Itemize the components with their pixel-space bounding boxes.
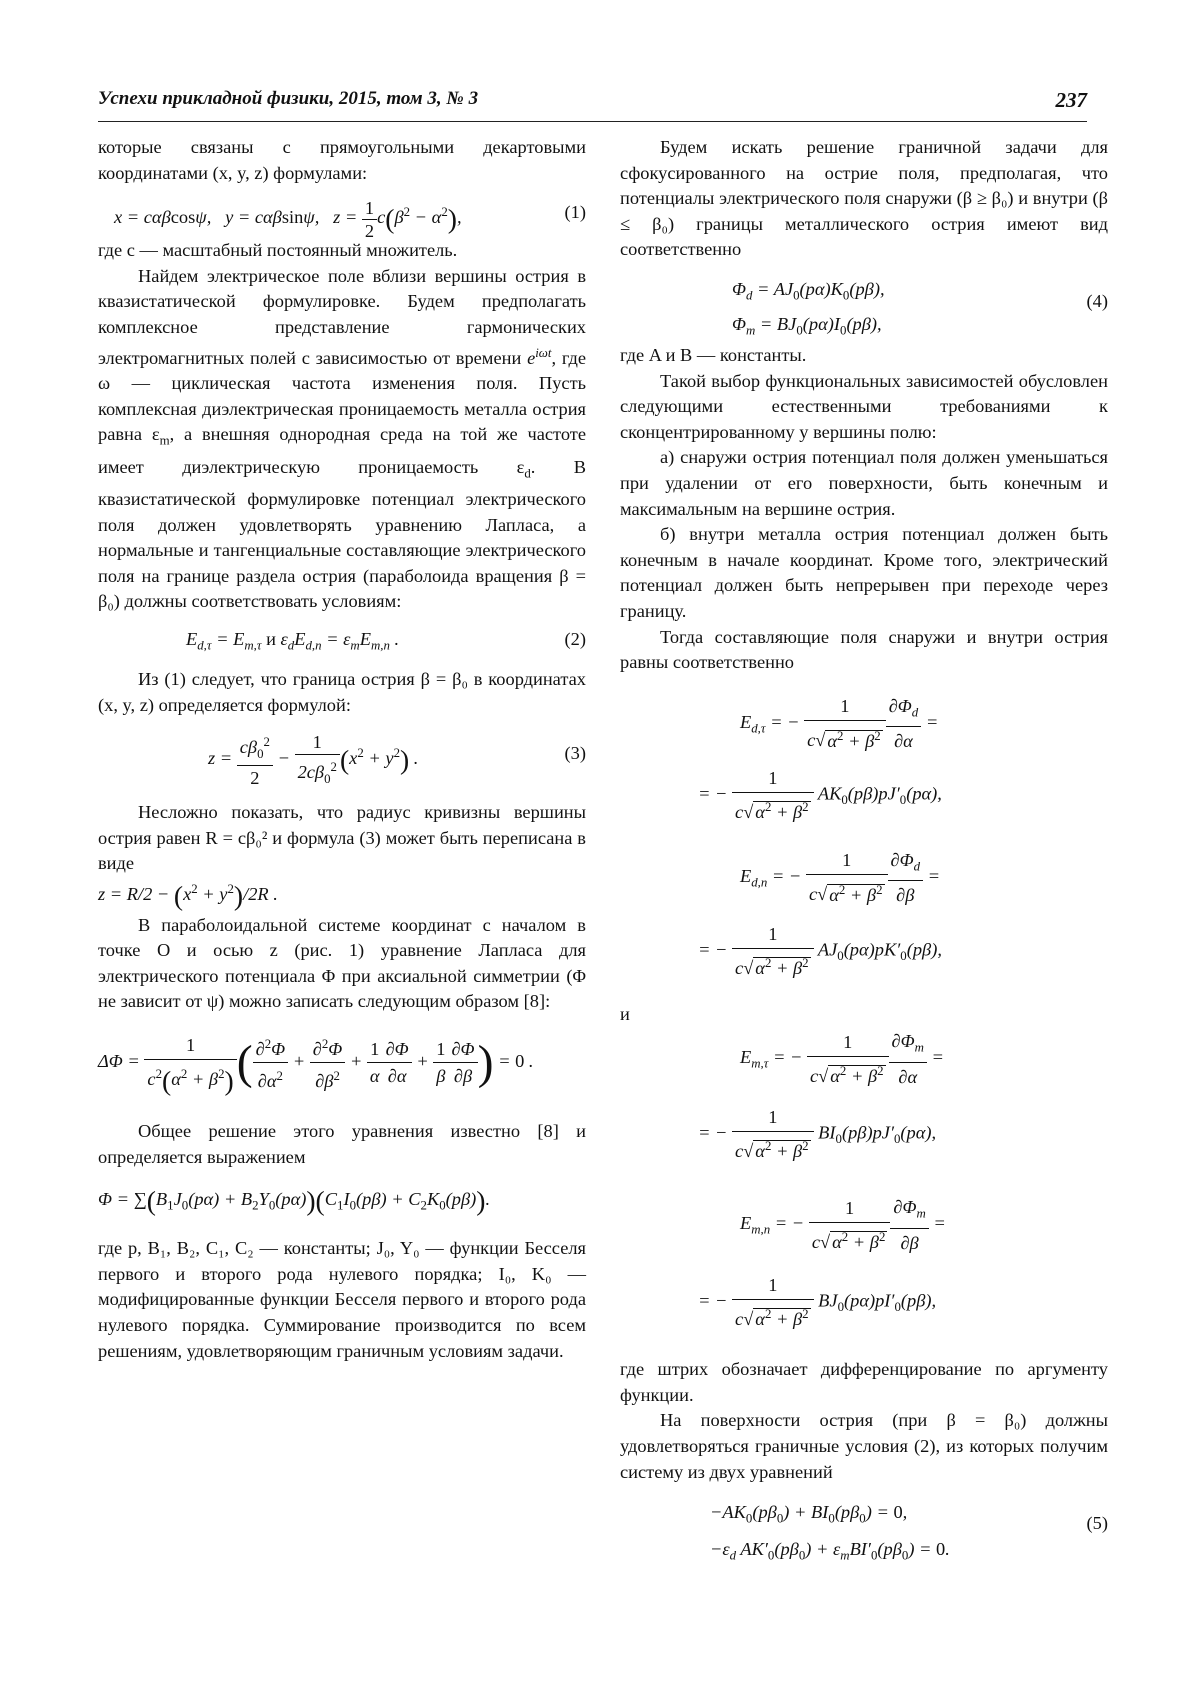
equation-field-inside: $E_{m,\tau}$ = − $\frac{1}{c√ \alpha^2 + \beta^2}$ $\frac{\partial\Phi_m}{\partial\alpha}$ = = − $\frac{1}{c√ \alpha^2 + \beta^2}$ $BI_0(p\beta)pJ'_0(p\alpha)$, $E_{m,n}$ = − $\frac{1}{c√ \alpha^2 + \beta^2}$ $\frac{\partial\Phi_m}{\partial\beta}$ = = − $\frac{1}{c√ \alpha^2 + \beta^2}$ $BJ_0(p\alpha)pI'_0(p\beta)$, (620, 1027, 1108, 1357)
page-number: 237 (1055, 88, 1087, 112)
right-paragraph-7: где штрих обозначает дифференцирование по аргументу функции. (620, 1359, 1108, 1405)
equation-5-number: (5) (1086, 1513, 1108, 1534)
right-paragraph-8: На поверхности острия (при β = β₀) должны удовлетворяться граничные условия (2), из которых получим систему из двух уравнений (620, 1410, 1108, 1482)
equation-4: $\Phi_d = AJ_0(p\alpha)K_0(p\beta)$, $\Phi_m = BJ_0(p\alpha)I_0(p\beta)$, (4) (732, 278, 1108, 338)
equation-1-number: (1) (564, 202, 586, 223)
equation-2: $E_{d,\tau} = E_{m,\tau}$ и $\varepsilon_dE_{d,n} = \varepsilon_mE_{m,n}$ . (2) (98, 619, 586, 659)
right-paragraph-5: б) внутри металла острия потенциал должен быть конечным в начале координат. Кроме того, электрический потенциал должен быть непрерывен при переходе через границу. (620, 524, 1108, 621)
right-and: и (620, 1003, 630, 1024)
equation-general-solution: $\Phi = \sum(B_1J_0(p\alpha) + B_2Y_0(p\alpha))(C_1I_0(p\beta) + C_2K_0(p\beta))$. (98, 1184, 491, 1216)
left-paragraph-6: В параболоидальной системе координат с началом в точке O и осью z (рис. 1) уравнение Лапласа для электрического потенциала Φ при аксиальной симметрии (Φ не зависит от ψ) можно записать следующим образом [8]: (98, 914, 586, 1012)
left-paragraph-4: Из (1) следует, что граница острия β = β₀ в координатах (x, y, z) определяется формулой: (98, 668, 586, 715)
equation-3: z = $\frac{c\beta_0^2}{2}$ − $\frac{1}{2c\beta_0^2}$ $(x^2 + y^2)$ . (3) (98, 718, 586, 788)
left-column (98, 135, 586, 1364)
right-paragraph-2: где A и B — константы. (620, 344, 807, 365)
left-paragraph-7: Общее решение этого уравнения известно [8] и определяется выражением (98, 1121, 586, 1167)
header-rule (98, 121, 1087, 122)
left-paragraph-1: которые связаны с прямоугольными декартовыми координатами (x, y, z) формулами: (98, 137, 586, 183)
right-paragraph-4: а) снаружи острия потенциал поля должен уменьшаться при удалении от его поверхности, быть конечным и максимальным на вершине острия. (620, 447, 1108, 519)
right-paragraph-1: Будем искать решение граничной задачи для сфокусированного на острие поля, предполагая, что потенциалы электрического поля снаружи (β ≥ β₀) и внутри (β ≤ β₀) границы металлического острия имеют вид соответственно (620, 137, 1108, 260)
left-paragraph-2: где c — масштабный постоянный множитель. (98, 240, 458, 261)
equation-1: x = cαβcosψ, y = cαβsinψ, z = $\frac{1}{2}$ $c(\beta^2 - \alpha^2)$, (1) (98, 186, 586, 238)
right-column (620, 135, 1108, 1561)
equation-2-number: (2) (564, 628, 586, 649)
equation-laplace: ΔΦ = $\frac{1}{c^2(\alpha^2 + \beta^2)}$ ( $\frac{\partial^2\Phi}{\partial\alpha^2}$ + $\frac{\partial^2\Phi}{\partial\beta^2}$ + $\frac{1}{\alpha}$ $\frac{\partial\Phi}{\partial\alpha}$ + $\frac{1}{\beta}$ $\frac{\partial\Phi}{\partial\beta}$ ) = 0 . (98, 1034, 534, 1096)
journal-title: Успехи прикладной физики, 2015, том 3, № 3 (98, 88, 479, 109)
equation-radius: $z = R/2 - (x^2 + y^2)/2R$ . (98, 880, 278, 912)
equation-4-number: (4) (1086, 290, 1108, 311)
left-paragraph-5: Несложно показать, что радиус кривизны вершины острия равен R = cβ₀² и формула (3) может быть переписана в виде (98, 802, 586, 874)
left-paragraph-3: Найдем электрическое поле вблизи вершины острия в квазистатической формулировке. Будем предполагать комплексное представление гармонических электромагнитных полей с зависимостью от времени $e^{i\omega t}$, где ω — циклическая частота изменения поля. Пусть комплексная диэлектрическая проницаемость металла острия равна $\varepsilon_m$, а внешняя однородная среда на той же частоте имеет диэлектрическую проницаемость $\varepsilon_d$. В квазистатической формулировке потенциал электрического поля должен удовлетворять уравнению Лапласа, а нормальные и тангенциальные составляющие электрического поля на границе раздела острия (параболоида вращения β = β₀) должны соответствовать условиям: (98, 265, 586, 612)
equation-field-outside: $E_{d,\tau}$ = − $\frac{1}{c√ \alpha^2 + \beta^2}$ $\frac{\partial\Phi_d}{\partial\alpha}$ = = − $\frac{1}{c√ \alpha^2 + \beta^2}$ $AK_0(p\beta)pJ'_0(p\alpha)$, $E_{d,n}$ = − $\frac{1}{c√ \alpha^2 + \beta^2}$ $\frac{\partial\Phi_d}{\partial\beta}$ = = − $\frac{1}{c√ \alpha^2 + \beta^2}$ $AJ_0(p\alpha)pK'_0(p\beta)$, (620, 682, 1108, 1002)
right-paragraph-3: Такой выбор функциональных зависимостей обусловлен следующими естественными требованиями к сконцентрированному у вершины полю: (620, 370, 1108, 442)
equation-5: $-AK_0(p\beta_0) + BI_0(p\beta_0) = 0$, $-\varepsilon_d$ $AK'_0(p\beta_0) + \varepsilon_mBI'_0(p\beta_0) = 0$. (5) (710, 1502, 1108, 1563)
equation-3-number: (3) (564, 743, 586, 764)
left-paragraph-8: где p, B₁, B₂, C₁, C₂ — константы; J₀, Y₀ — функции Бесселя первого и второго рода нулевого порядка; I₀, K₀ — модифицированные функции Бесселя первого и второго рода нулевого порядка. Суммирование производится по всем решениям, удовлетворяющим граничным условиям задачи. (98, 1238, 586, 1361)
right-paragraph-6: Тогда составляющие поля снаружи и внутри острия равны соответственно (620, 626, 1108, 673)
